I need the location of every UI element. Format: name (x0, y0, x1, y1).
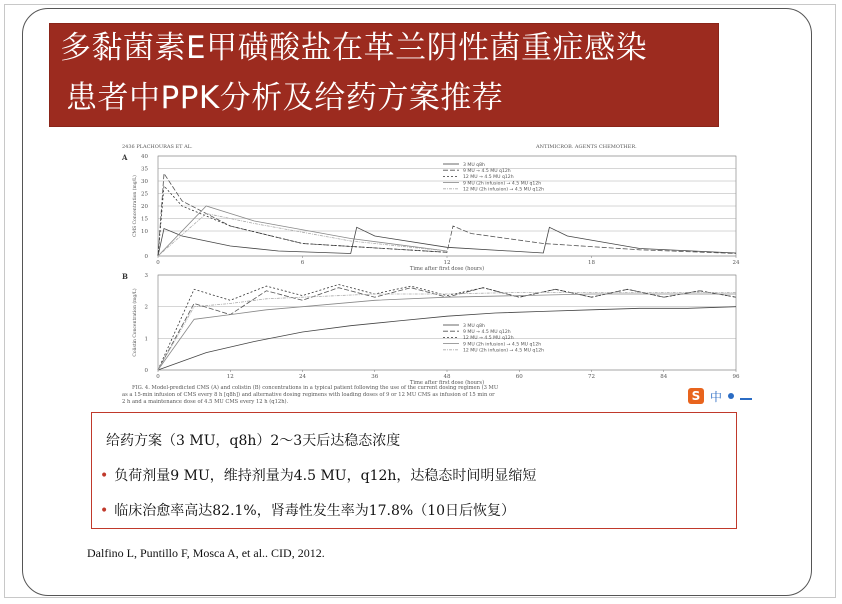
ime-dot-icon[interactable] (728, 393, 734, 399)
callout-bullet-1 (100, 465, 536, 485)
ime-toolbar[interactable] (688, 386, 758, 406)
x-tick-label: 72 (588, 374, 595, 380)
figure-image (118, 140, 768, 412)
figure-caption-line-2: as a 15-min infusion of CMS every 8 h [q8h]) and alternative dosing regimens with loading doses of 9 or 12 MU CMS as infusion of 15 min or (122, 392, 495, 398)
x-tick-label: 24 (299, 374, 306, 380)
panel-b (122, 272, 740, 386)
y-axis-label: Colistin Concentration (mg/L) (133, 288, 138, 357)
y-tick-label: 10 (141, 229, 148, 235)
y-tick-label: 1 (144, 336, 148, 343)
panel-label: B (122, 272, 128, 281)
y-tick-label: 20 (141, 204, 148, 210)
y-tick-label: 15 (141, 216, 148, 223)
title-line-2: 患者中PPK分析及给药方案推荐 (66, 80, 504, 116)
y-tick-label: 30 (141, 179, 148, 185)
legend-label: 12 MU (2h infusion) → 4.5 MU q12h (463, 348, 545, 354)
figure-caption-line-1: FIG. 4. Model-predicted CMS (A) and colistin (B) concentrations in a typical patient following the use of the current dosing regimen (3 MU (132, 385, 499, 391)
legend-label: 3 MU q8h (463, 323, 485, 329)
y-axis-label: CMS Concentration (mg/L) (133, 175, 138, 237)
figure-header-right: ANTIMICROB. AGENTS CHEMOTHER. (536, 144, 637, 150)
x-tick-label: 48 (443, 374, 451, 380)
panel-frame (158, 275, 736, 370)
series-line (158, 174, 736, 257)
y-tick-label: 0 (144, 254, 148, 260)
panel-label: A (122, 153, 128, 162)
x-axis-label: Time after first dose (hours) (409, 380, 485, 386)
x-tick-label: 24 (732, 260, 740, 266)
x-tick-label: 12 (226, 374, 234, 380)
legend-label: 9 MU → 4.5 MU q12h (463, 330, 511, 335)
y-tick-label: 0 (144, 368, 148, 374)
summary-callout (91, 412, 737, 529)
y-tick-label: 25 (141, 191, 148, 198)
x-tick-label: 0 (156, 374, 160, 380)
y-tick-label: 2 (144, 304, 148, 311)
legend-label: 12 MU (2h infusion) → 4.5 MU q12h (463, 187, 545, 193)
bullet-icon: • (100, 503, 109, 519)
legend-label: 12 MU → 4.5 MU q12h (463, 175, 514, 181)
legend-label: 9 MU (2h infusion) → 4.5 MU q12h (463, 181, 542, 187)
bullet-icon: • (100, 468, 109, 484)
ime-logo-icon[interactable]: S (688, 388, 704, 404)
y-tick-label: 3 (144, 273, 148, 279)
callout-bullet-1-text: 负荷剂量9 MU，维持剂量为4.5 MU，q12h，达稳态时间明显缩短 (114, 468, 537, 484)
legend-label: 9 MU (2h infusion) → 4.5 MU q12h (463, 342, 542, 348)
title-line-1: 多黏菌素E甲磺酸盐在革兰阴性菌重症感染 (60, 30, 648, 66)
citation: Dalfino L, Puntillo F, Mosca A, et al.. CID, 2012. (87, 546, 325, 560)
x-tick-label: 6 (300, 260, 305, 266)
figure-svg (118, 140, 768, 412)
x-tick-label: 0 (156, 260, 160, 266)
title-banner (50, 24, 718, 126)
figure-caption-line-3: 2 h and a maintenance dose of 4.5 MU CMS every 12 h (q12h). (122, 399, 289, 405)
y-tick-label: 35 (141, 166, 148, 173)
x-tick-label: 84 (660, 374, 668, 380)
ime-mode-indicator[interactable]: 中 (710, 390, 723, 404)
figure-header-left: 2436 PLACHOURAS ET AL. (122, 144, 193, 150)
callout-bullet-2 (100, 500, 515, 520)
ime-dash-icon[interactable] (740, 398, 752, 400)
legend-label: 12 MU → 4.5 MU q12h (463, 336, 514, 342)
legend-label: 9 MU → 4.5 MU q12h (463, 169, 511, 174)
x-tick-label: 96 (732, 374, 740, 380)
x-tick-label: 60 (515, 374, 523, 380)
x-tick-label: 12 (443, 260, 451, 266)
callout-bullet-2-text: 临床治愈率高达82.1%，肾毒性发生率为17.8%（10日后恢复） (114, 503, 516, 519)
x-tick-label: 36 (371, 374, 379, 380)
callout-heading: 给药方案（3 MU，q8h）2～3天后达稳态浓度 (106, 433, 401, 449)
panel-a (121, 153, 740, 272)
legend-label: 3 MU q8h (463, 162, 485, 168)
x-axis-label: Time after first dose (hours) (409, 266, 485, 272)
y-tick-label: 40 (141, 154, 148, 160)
series-line (158, 288, 736, 370)
x-tick-label: 18 (588, 260, 595, 266)
